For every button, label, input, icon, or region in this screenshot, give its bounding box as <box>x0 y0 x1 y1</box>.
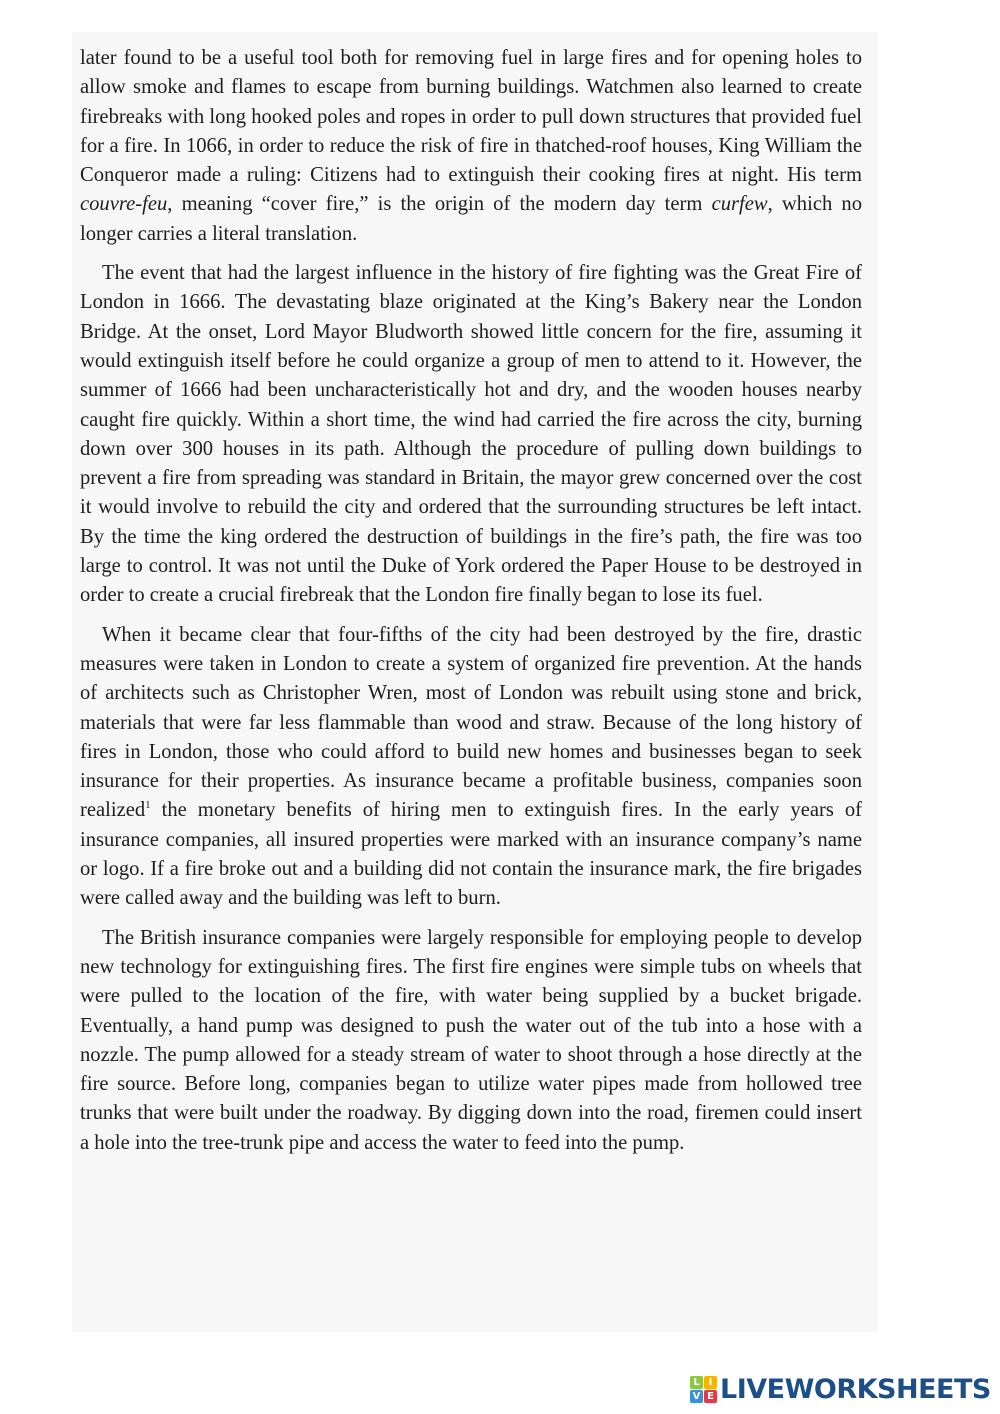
text-run: When it became clear that four-fifths of the city had been destroyed by the fire, drastic measures were taken in London to create a system of organized fire prevention. At the hands of architects such as Christopher Wren, most of London was rebuilt using stone and brick, materials that were far less flammable than wood and straw. Because of the long history of fires in London, those who could afford to build new homes and businesses began to seek insurance for their properties. As insurance became a profitable business, companies soon realized <box>80 623 862 822</box>
paragraph-great-fire-of-london <box>80 259 862 611</box>
paragraph-fire-engines-technology <box>80 924 862 1158</box>
paragraph-insurance-rebuilding <box>80 621 862 914</box>
text-run: later found to be a useful tool both for removing fuel in large fires and for opening holes to allow smoke and flames to escape from burning buildings. Watchmen also learned to create firebreaks with long hooked poles and ropes in order to pull down structures that provided fuel for a fire. In 1066, in order to reduce the risk of fire in thatched-roof houses, King William the Conqueror made a ruling: Citizens had to extinguish their cooking fires at night. His term <box>80 47 862 187</box>
logo-tile-e: E <box>704 1390 717 1403</box>
logo-text: LIVEWORKSHEETS <box>720 1373 991 1405</box>
text-run: The British insurance companies were largely responsible for employing people to develop new technology for extinguishing fires. The first fire engines were simple tubs on wheels that were pulled to the location of the fire, with water being supplied by a bucket brigade. Eventually, a hand pump was designed to push the water out of the tub into a hose with a nozzle. The pump allowed for a steady stream of water to shoot through a hose directly at the fire source. Before long, companies began to utilize water pipes made from hollowed tree trunks that were built under the roadway. By digging down into the road, firemen could insert a hole into the tree-trunk pipe and access the water to feed into the pump. <box>80 926 862 1154</box>
logo-tile-v: V <box>690 1390 703 1403</box>
footnote-marker: 1 <box>145 799 151 812</box>
italic-term: curfew <box>711 193 768 216</box>
text-run: , meaning “cover fire,” is the origin of the modern day term <box>167 193 712 216</box>
liveworksheets-logo[interactable] <box>690 1372 991 1406</box>
italic-term: couvre-feu <box>80 193 168 216</box>
text-run: The event that had the largest influence in the history of fire fighting was the Great Fire of London in 1666. The devastating blaze originated at the King’s Bakery near the London Bridge. At the onset, Lord Mayor Bludworth showed little concern for the fire, assuming it would extinguish itself before he could organize a group of men to attend to it. However, the summer of 1666 had been uncharacteristically hot and dry, and the wooden houses nearby caught fire quickly. Within a short time, the wind had carried the fire across the city, burning down over 300 houses in its path. Although the procedure of pulling down buildings to prevent a fire from spreading was standard in Britain, the mayor grew concerned over the cost it would involve to rebuild the city and ordered that the surrounding structures be left intact. By the time the king ordered the destruction of buildings in the fire’s path, the fire was too large to control. It was not until the Duke of York ordered the Paper House to be destroyed in order to create a crucial firebreak that the London fire finally began to lose its fuel. <box>80 262 862 607</box>
text-run: , which no longer carries a literal translation. <box>80 193 862 245</box>
text-run: the monetary benefits of hiring men to extinguish fires. In the early years of insurance companies, all insured properties were marked with an insurance company’s name or logo. If a fire broke out and a building did not contain the insurance mark, the fire brigades were called away and the building was left to burn. <box>80 799 862 910</box>
logo-tile-i: I <box>704 1376 717 1389</box>
paragraph-watchmen-curfew <box>80 44 862 249</box>
liveworksheets-blocks-icon <box>690 1376 717 1403</box>
document-body <box>80 44 862 1158</box>
logo-tile-l: L <box>690 1376 703 1389</box>
